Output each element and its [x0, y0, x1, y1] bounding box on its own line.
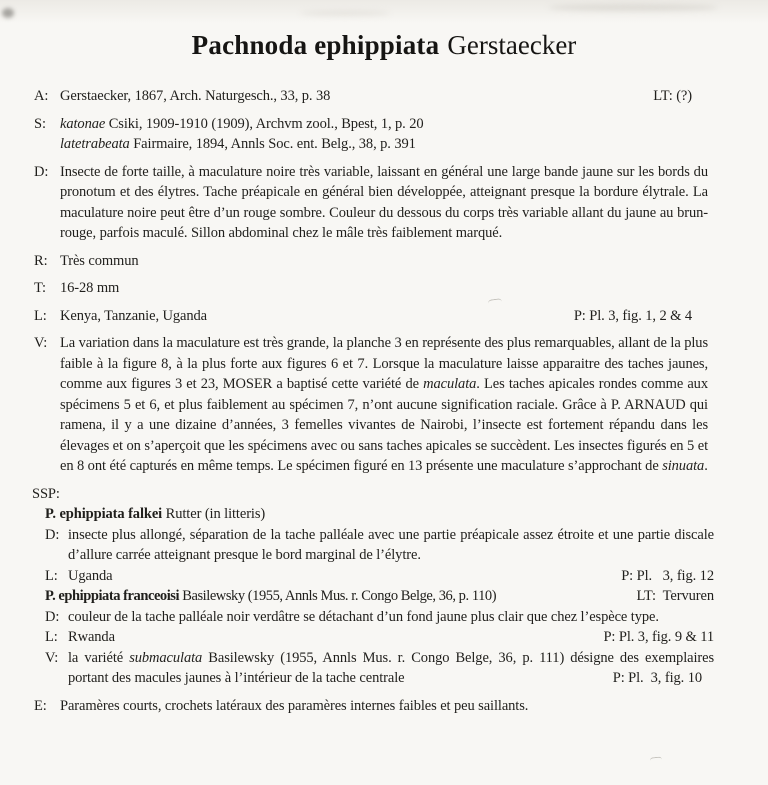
- edeage-text: Paramères courts, crochets latéraux des paramères internes faibles et peu saillants.: [60, 697, 529, 714]
- plate-reference: P: Pl. 3, fig. 12: [621, 567, 714, 584]
- variety-name: maculata: [423, 376, 477, 392]
- variation-segment: la variété: [68, 649, 130, 666]
- synonym-line: [60, 114, 708, 135]
- citation-text: Gerstaecker, 1867, Arch. Naturgesch., 33, p. 38: [60, 88, 331, 104]
- sub-entry-description: [45, 607, 714, 628]
- sub-label-L: L:: [45, 629, 58, 645]
- plate-reference: P: Pl. 3, fig. 10: [612, 670, 702, 686]
- species-binomial: Pachnoda ephippiata: [191, 30, 440, 60]
- sub-label-L: L:: [45, 567, 58, 584]
- synonym-ref: Csiki, 1909-1910 (1909), Archvm zool., Bpest, 1, p. 20: [105, 115, 424, 132]
- entry-body-S: [60, 114, 708, 155]
- sub-body-L: [68, 627, 714, 648]
- pencil-mark: [650, 756, 663, 763]
- subspecies-name-line: [45, 586, 714, 607]
- variety-name: submaculata: [129, 649, 203, 666]
- variation-segment: .: [704, 458, 708, 474]
- sub-label-V: V:: [45, 649, 59, 666]
- sub-label-D: D:: [45, 526, 60, 543]
- entry-variation: [0, 333, 768, 477]
- entry-label-V: V:: [34, 335, 48, 351]
- variety-name: sinuata: [662, 458, 705, 474]
- synonym-ref: Fairmaire, 1894, Annls Soc. ent. Belg., 38, p. 391: [129, 136, 416, 152]
- entry-label-L: L:: [34, 307, 47, 324]
- lectotype-note: LT: (?): [653, 88, 692, 104]
- sub-localities-text: Uganda: [68, 567, 113, 584]
- subspecies-author: Basilewsky (1955, Annls Mus. r. Congo Belge, 36, p. 110): [179, 588, 497, 604]
- lectotype-note: LT: Tervuren: [636, 588, 714, 604]
- sub-entry-description: [45, 525, 714, 566]
- entry-synonyms: [0, 114, 768, 155]
- sub-label-D: D:: [45, 608, 60, 625]
- entry-body-A: [60, 86, 708, 107]
- entry-description: [0, 162, 768, 244]
- entry-label-A: A:: [34, 88, 49, 104]
- size-text: 16-28 mm: [60, 280, 120, 296]
- species-author: Gerstaecker: [447, 30, 577, 60]
- scan-smudge: [548, 4, 718, 11]
- variation-segment: . Les taches apicales rondes comme aux spécimens 5 et 6, et plus faiblement au spécimen 7, n’ont aucune signification raciale. Grâce à P. ARNAUD qui ramena, il y a une dizaine d’années, 3 femelles vivantes de Nairobi, l’insecte est fortement répandu dans les élevages et on s’aperçoit que les spécimens avec ou sans taches apicales se succèdent. Les insectes figurés en 5 et en 8 ont été capturés en même temps. Le spécimen figuré en 13 présente une maculature s’approchant de: [60, 376, 708, 474]
- variation-text: [60, 333, 708, 477]
- synonym-name: katonae: [60, 115, 106, 132]
- sub-entry-variation: [45, 648, 714, 689]
- subspecies-name-line: [45, 504, 714, 525]
- subspecies-name: P. ephippiata falkei: [45, 506, 163, 522]
- sub-entry-localities: [45, 566, 714, 587]
- subspecies-name-group: [45, 586, 496, 607]
- scan-smudge: [300, 10, 390, 16]
- subspecies-section: [0, 484, 768, 689]
- entry-localities: [0, 306, 768, 327]
- page-title: [0, 28, 768, 62]
- description-text: Insecte de forte taille, à maculature noire très variable, laissant en général une large bande jaune sur les bords du pronotum et des élytres. Tache préapicale en général bien développée, atteignant presque la bordure élytrale. La maculature noire peut être d’un rouge sombre. Couleur du dessous du corps très variable allant du jaune au brun-rouge, parfois maculé. Sillon abdominal chez le mâle très faiblement marqué.: [60, 163, 708, 241]
- sub-localities-text: Rwanda: [68, 629, 115, 645]
- rarity-text: Très commun: [60, 252, 139, 269]
- subspecies-list: [45, 504, 714, 689]
- subspecies-name: P. ephippiata franceoisi: [45, 588, 180, 604]
- entry-label-R: R:: [34, 252, 48, 269]
- localities-text: Kenya, Tanzanie, Uganda: [60, 307, 207, 324]
- entry-label-E: E:: [34, 697, 47, 714]
- entry-edeage: [0, 696, 768, 717]
- plate-reference: P: Pl. 3, fig. 1, 2 & 4: [573, 307, 692, 324]
- sub-description-text: couleur de la tache palléale noir verdâtre se détachant d’un fond jaune plus clair que chez l’espèce type.: [68, 608, 659, 625]
- entry-label-T: T:: [34, 280, 46, 296]
- sub-variation-text: [68, 648, 714, 689]
- sub-description-text: insecte plus allongé, séparation de la tache palléale avec une partie préapicale assez étroite et une partie discale d’allure carrée atteignant presque le bord marginal de l’élytre.: [68, 526, 714, 563]
- entry-body-L: [60, 306, 708, 327]
- synonym-line: [60, 134, 708, 155]
- variation-segment: Basilewsky (1955, Annls Mus. r. Congo Belge, 36, p. 111) désigne des exemplaires portant des macules jaunes à l’intérieur de la tache centrale: [68, 649, 714, 686]
- entry-size: [0, 278, 768, 299]
- sub-entry-localities: [45, 627, 714, 648]
- synonym-name: latetrabeata: [60, 136, 130, 152]
- scan-smudge: [2, 8, 14, 18]
- entry-rarity: [0, 251, 768, 272]
- entry-label-D: D:: [34, 163, 49, 180]
- plate-reference: P: Pl. 3, fig. 9 & 11: [603, 629, 714, 645]
- variation-segment: La variation dans la maculature est très grande, la planche 3 en représente des plus remarquables, allant de la plus faible à la figure 8, à la plus forte aux figures 6 et 7. Lorsque la maculature laisse apparaitre des taches jaunes, comme aux figures 3 et 23, MOSER a baptisé cette variété de: [60, 335, 708, 392]
- entry-author-citation: [0, 86, 768, 107]
- ssp-label: SSP:: [32, 485, 60, 502]
- subspecies-author: Rutter (in litteris): [162, 506, 266, 522]
- sub-body-L: [68, 566, 714, 587]
- entry-label-S: S:: [34, 115, 46, 132]
